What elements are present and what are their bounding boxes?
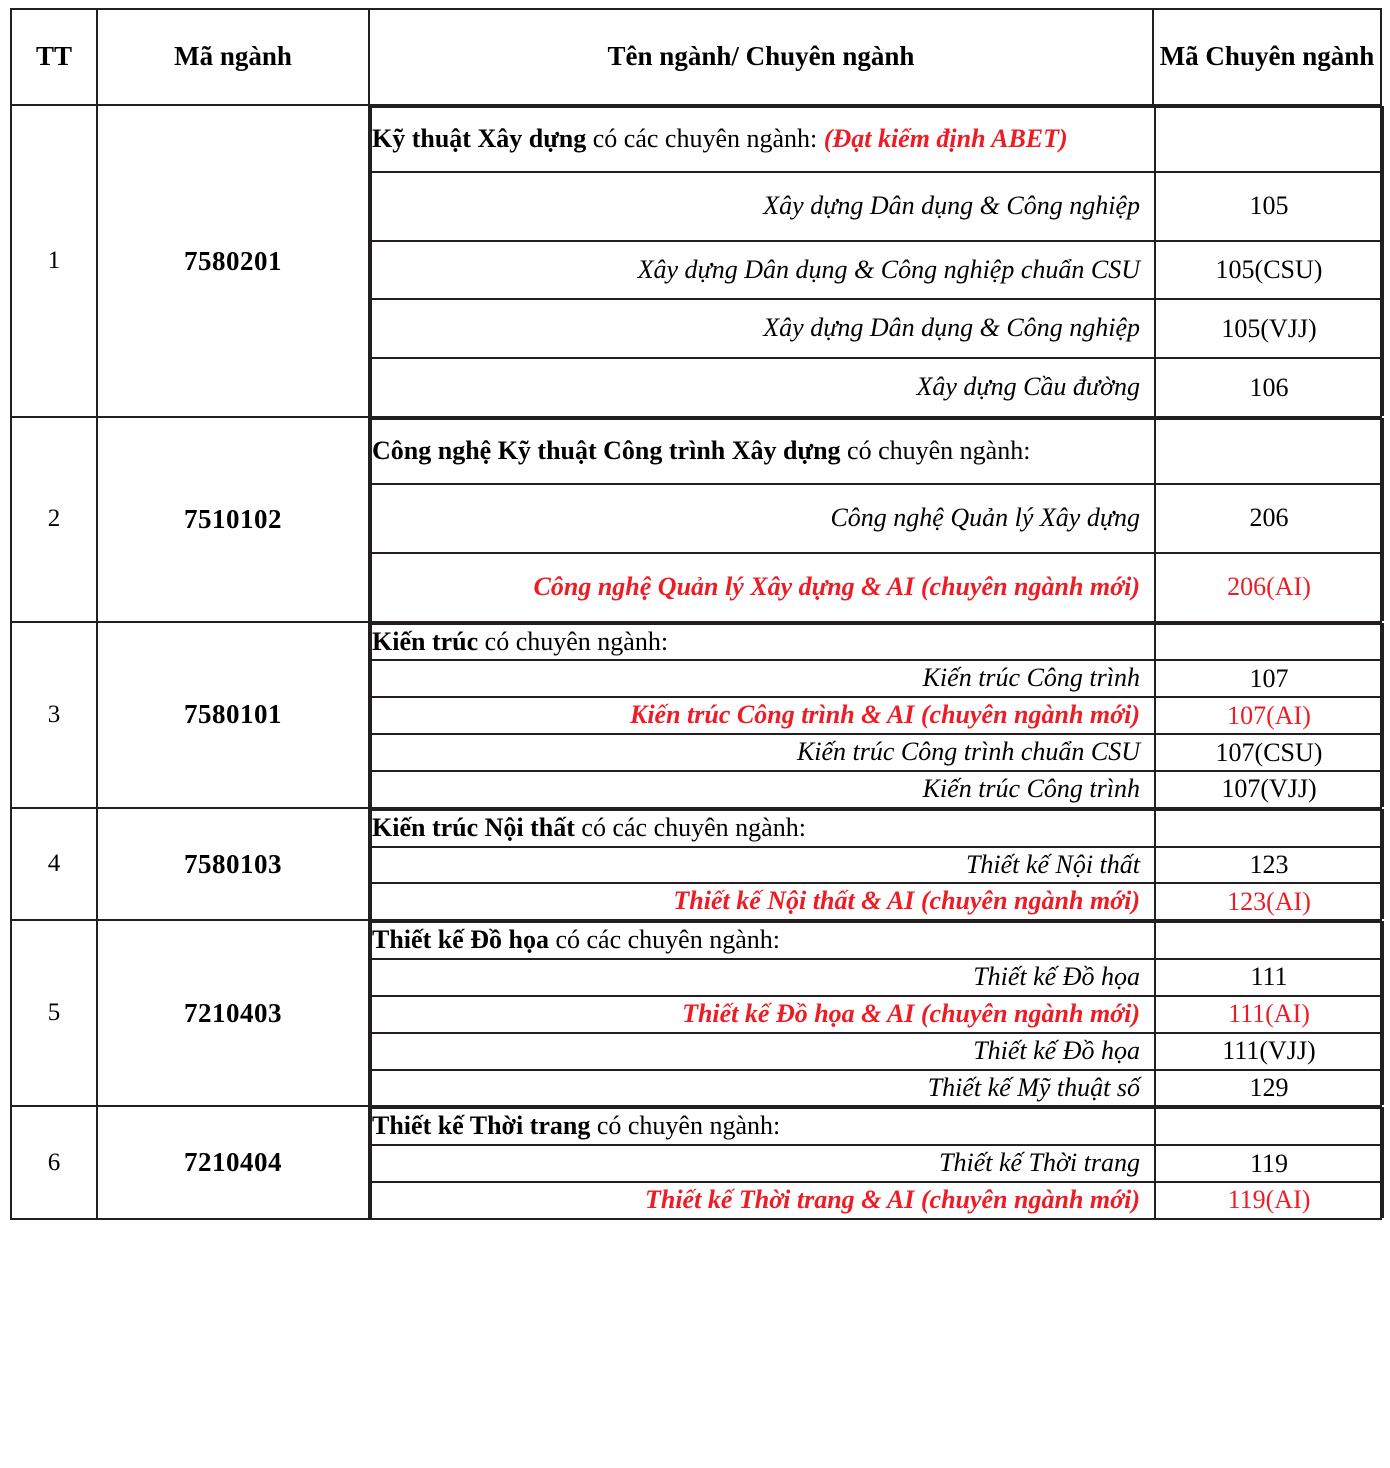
specialization-name: Xây dựng Cầu đường xyxy=(371,358,1155,416)
column-header-code: Mã ngành xyxy=(97,9,369,105)
specialization-row xyxy=(371,771,1383,807)
specialization-code: 129 xyxy=(1155,1070,1383,1106)
program-name-bold: Kiến trúc xyxy=(372,626,479,656)
program-group-cell xyxy=(369,417,1381,621)
specialization-row xyxy=(371,241,1383,300)
program-name-bold: Thiết kế Đồ họa xyxy=(372,925,549,955)
specialization-code: 123(AI) xyxy=(1155,883,1383,919)
row-index-cell: 6 xyxy=(11,1106,97,1218)
specialization-code: 107(AI) xyxy=(1155,697,1383,734)
table-header-row xyxy=(11,9,1381,105)
table-row xyxy=(11,808,1381,920)
program-group-cell xyxy=(369,920,1381,1106)
specialization-name: Kiến trúc Công trình & AI (chuyên ngành mới) xyxy=(371,697,1155,734)
row-index-cell: 1 xyxy=(11,105,97,417)
row-index-cell: 2 xyxy=(11,417,97,621)
program-name-suffix: có chuyên ngành: xyxy=(840,436,1031,466)
program-name-bold: Công nghệ Kỹ thuật Công trình Xây dựng xyxy=(372,436,841,466)
specialization-code: 111(AI) xyxy=(1155,996,1383,1033)
column-header-name: Tên ngành/ Chuyên ngành xyxy=(369,9,1153,105)
specialization-row xyxy=(371,847,1383,884)
program-major-code-empty xyxy=(1155,1108,1383,1145)
specialization-row xyxy=(371,553,1383,621)
specialization-row xyxy=(371,1145,1383,1182)
specialization-code: 119(AI) xyxy=(1155,1182,1383,1218)
row-index-cell: 3 xyxy=(11,622,97,808)
specialization-code: 119 xyxy=(1155,1145,1383,1182)
specialization-row xyxy=(371,883,1383,919)
program-major-code-empty xyxy=(1155,810,1383,847)
specialization-name: Xây dựng Dân dụng & Công nghiệp chuẩn CSU xyxy=(371,241,1155,300)
table-row xyxy=(11,105,1381,417)
table-row xyxy=(11,920,1381,1106)
specialization-name: Thiết kế Nội thất xyxy=(371,847,1155,884)
specialization-name: Kiến trúc Công trình xyxy=(371,660,1155,697)
specialization-name: Xây dựng Dân dụng & Công nghiệp xyxy=(371,299,1155,358)
table-body xyxy=(11,105,1381,1219)
program-name xyxy=(371,922,1155,959)
program-name-bold: Kiến trúc Nội thất xyxy=(372,812,575,842)
specialization-row xyxy=(371,1033,1383,1070)
specialization-code: 105 xyxy=(1155,172,1383,241)
program-heading-row xyxy=(371,1108,1383,1145)
specialization-code: 111(VJJ) xyxy=(1155,1033,1383,1070)
column-header-tt: TT xyxy=(11,9,97,105)
specialization-row xyxy=(371,697,1383,734)
program-group-cell xyxy=(369,105,1381,417)
specialization-row xyxy=(371,996,1383,1033)
specialization-name: Công nghệ Quản lý Xây dựng & AI (chuyên ngành mới) xyxy=(371,553,1155,621)
specialization-name: Xây dựng Dân dụng & Công nghiệp xyxy=(371,172,1155,241)
program-major-code-empty xyxy=(1155,107,1383,172)
program-code-cell: 7210404 xyxy=(97,1106,369,1218)
specialization-code: 106 xyxy=(1155,358,1383,416)
specialization-name: Thiết kế Đồ họa xyxy=(371,1033,1155,1070)
program-name-bold: Thiết kế Thời trang xyxy=(372,1111,591,1141)
program-heading-row xyxy=(371,107,1383,172)
specialization-code: 107(CSU) xyxy=(1155,734,1383,771)
program-heading-row xyxy=(371,419,1383,484)
specialization-name: Kiến trúc Công trình xyxy=(371,771,1155,807)
specialization-row xyxy=(371,358,1383,416)
table-row xyxy=(11,417,1381,621)
program-name xyxy=(371,107,1155,172)
program-name-suffix: có các chuyên ngành: xyxy=(548,925,780,955)
specialization-code: 105(VJJ) xyxy=(1155,299,1383,358)
specialization-name: Thiết kế Đồ họa & AI (chuyên ngành mới) xyxy=(371,996,1155,1033)
specialization-row xyxy=(371,299,1383,358)
specialization-name: Thiết kế Đồ họa xyxy=(371,959,1155,996)
specialization-name: Thiết kế Mỹ thuật số xyxy=(371,1070,1155,1106)
program-heading-row xyxy=(371,922,1383,959)
program-code-cell: 7210403 xyxy=(97,920,369,1106)
program-code-cell: 7580201 xyxy=(97,105,369,417)
program-name xyxy=(371,810,1155,847)
table-row xyxy=(11,1106,1381,1218)
column-header-major: Mã Chuyên ngành xyxy=(1153,9,1381,105)
program-name-suffix: có các chuyên ngành: xyxy=(574,812,806,842)
program-name xyxy=(371,1108,1155,1145)
specialization-name: Thiết kế Nội thất & AI (chuyên ngành mới) xyxy=(371,883,1155,919)
table-header xyxy=(11,9,1381,105)
specialization-name: Kiến trúc Công trình chuẩn CSU xyxy=(371,734,1155,771)
program-accreditation-note: (Đạt kiểm định ABET) xyxy=(823,124,1068,153)
specialization-code: 111 xyxy=(1155,959,1383,996)
program-name-suffix: có chuyên ngành: xyxy=(590,1111,781,1141)
row-index-cell: 4 xyxy=(11,808,97,920)
program-group-cell xyxy=(369,622,1381,808)
specialization-code: 206 xyxy=(1155,484,1383,553)
program-name xyxy=(371,624,1155,661)
program-group-cell xyxy=(369,808,1381,920)
table-row xyxy=(11,622,1381,808)
specialization-code: 107 xyxy=(1155,660,1383,697)
program-major-code-empty xyxy=(1155,419,1383,484)
specialization-name: Thiết kế Thời trang xyxy=(371,1145,1155,1182)
row-index-cell: 5 xyxy=(11,920,97,1106)
program-major-code-empty xyxy=(1155,922,1383,959)
specialization-row xyxy=(371,1070,1383,1106)
specialization-name: Công nghệ Quản lý Xây dựng xyxy=(371,484,1155,553)
specialization-row xyxy=(371,734,1383,771)
program-heading-row xyxy=(371,810,1383,847)
specialization-row xyxy=(371,959,1383,996)
specialization-row xyxy=(371,172,1383,241)
program-code-cell: 7580101 xyxy=(97,622,369,808)
specialization-name: Thiết kế Thời trang & AI (chuyên ngành mới) xyxy=(371,1182,1155,1218)
program-major-code-empty xyxy=(1155,624,1383,661)
specialization-code: 107(VJJ) xyxy=(1155,771,1383,807)
program-name xyxy=(371,419,1155,484)
program-name-suffix: có chuyên ngành: xyxy=(478,626,669,656)
program-heading-row xyxy=(371,624,1383,661)
program-code-cell: 7510102 xyxy=(97,417,369,621)
program-name-bold: Kỹ thuật Xây dựng xyxy=(372,124,587,153)
programs-table xyxy=(10,8,1382,1220)
specialization-row xyxy=(371,660,1383,697)
program-code-cell: 7580103 xyxy=(97,808,369,920)
specialization-code: 206(AI) xyxy=(1155,553,1383,621)
specialization-code: 123 xyxy=(1155,847,1383,884)
specialization-row xyxy=(371,484,1383,553)
program-group-cell xyxy=(369,1106,1381,1218)
specialization-code: 105(CSU) xyxy=(1155,241,1383,300)
program-name-suffix: có các chuyên ngành: xyxy=(586,124,824,153)
specialization-row xyxy=(371,1182,1383,1218)
